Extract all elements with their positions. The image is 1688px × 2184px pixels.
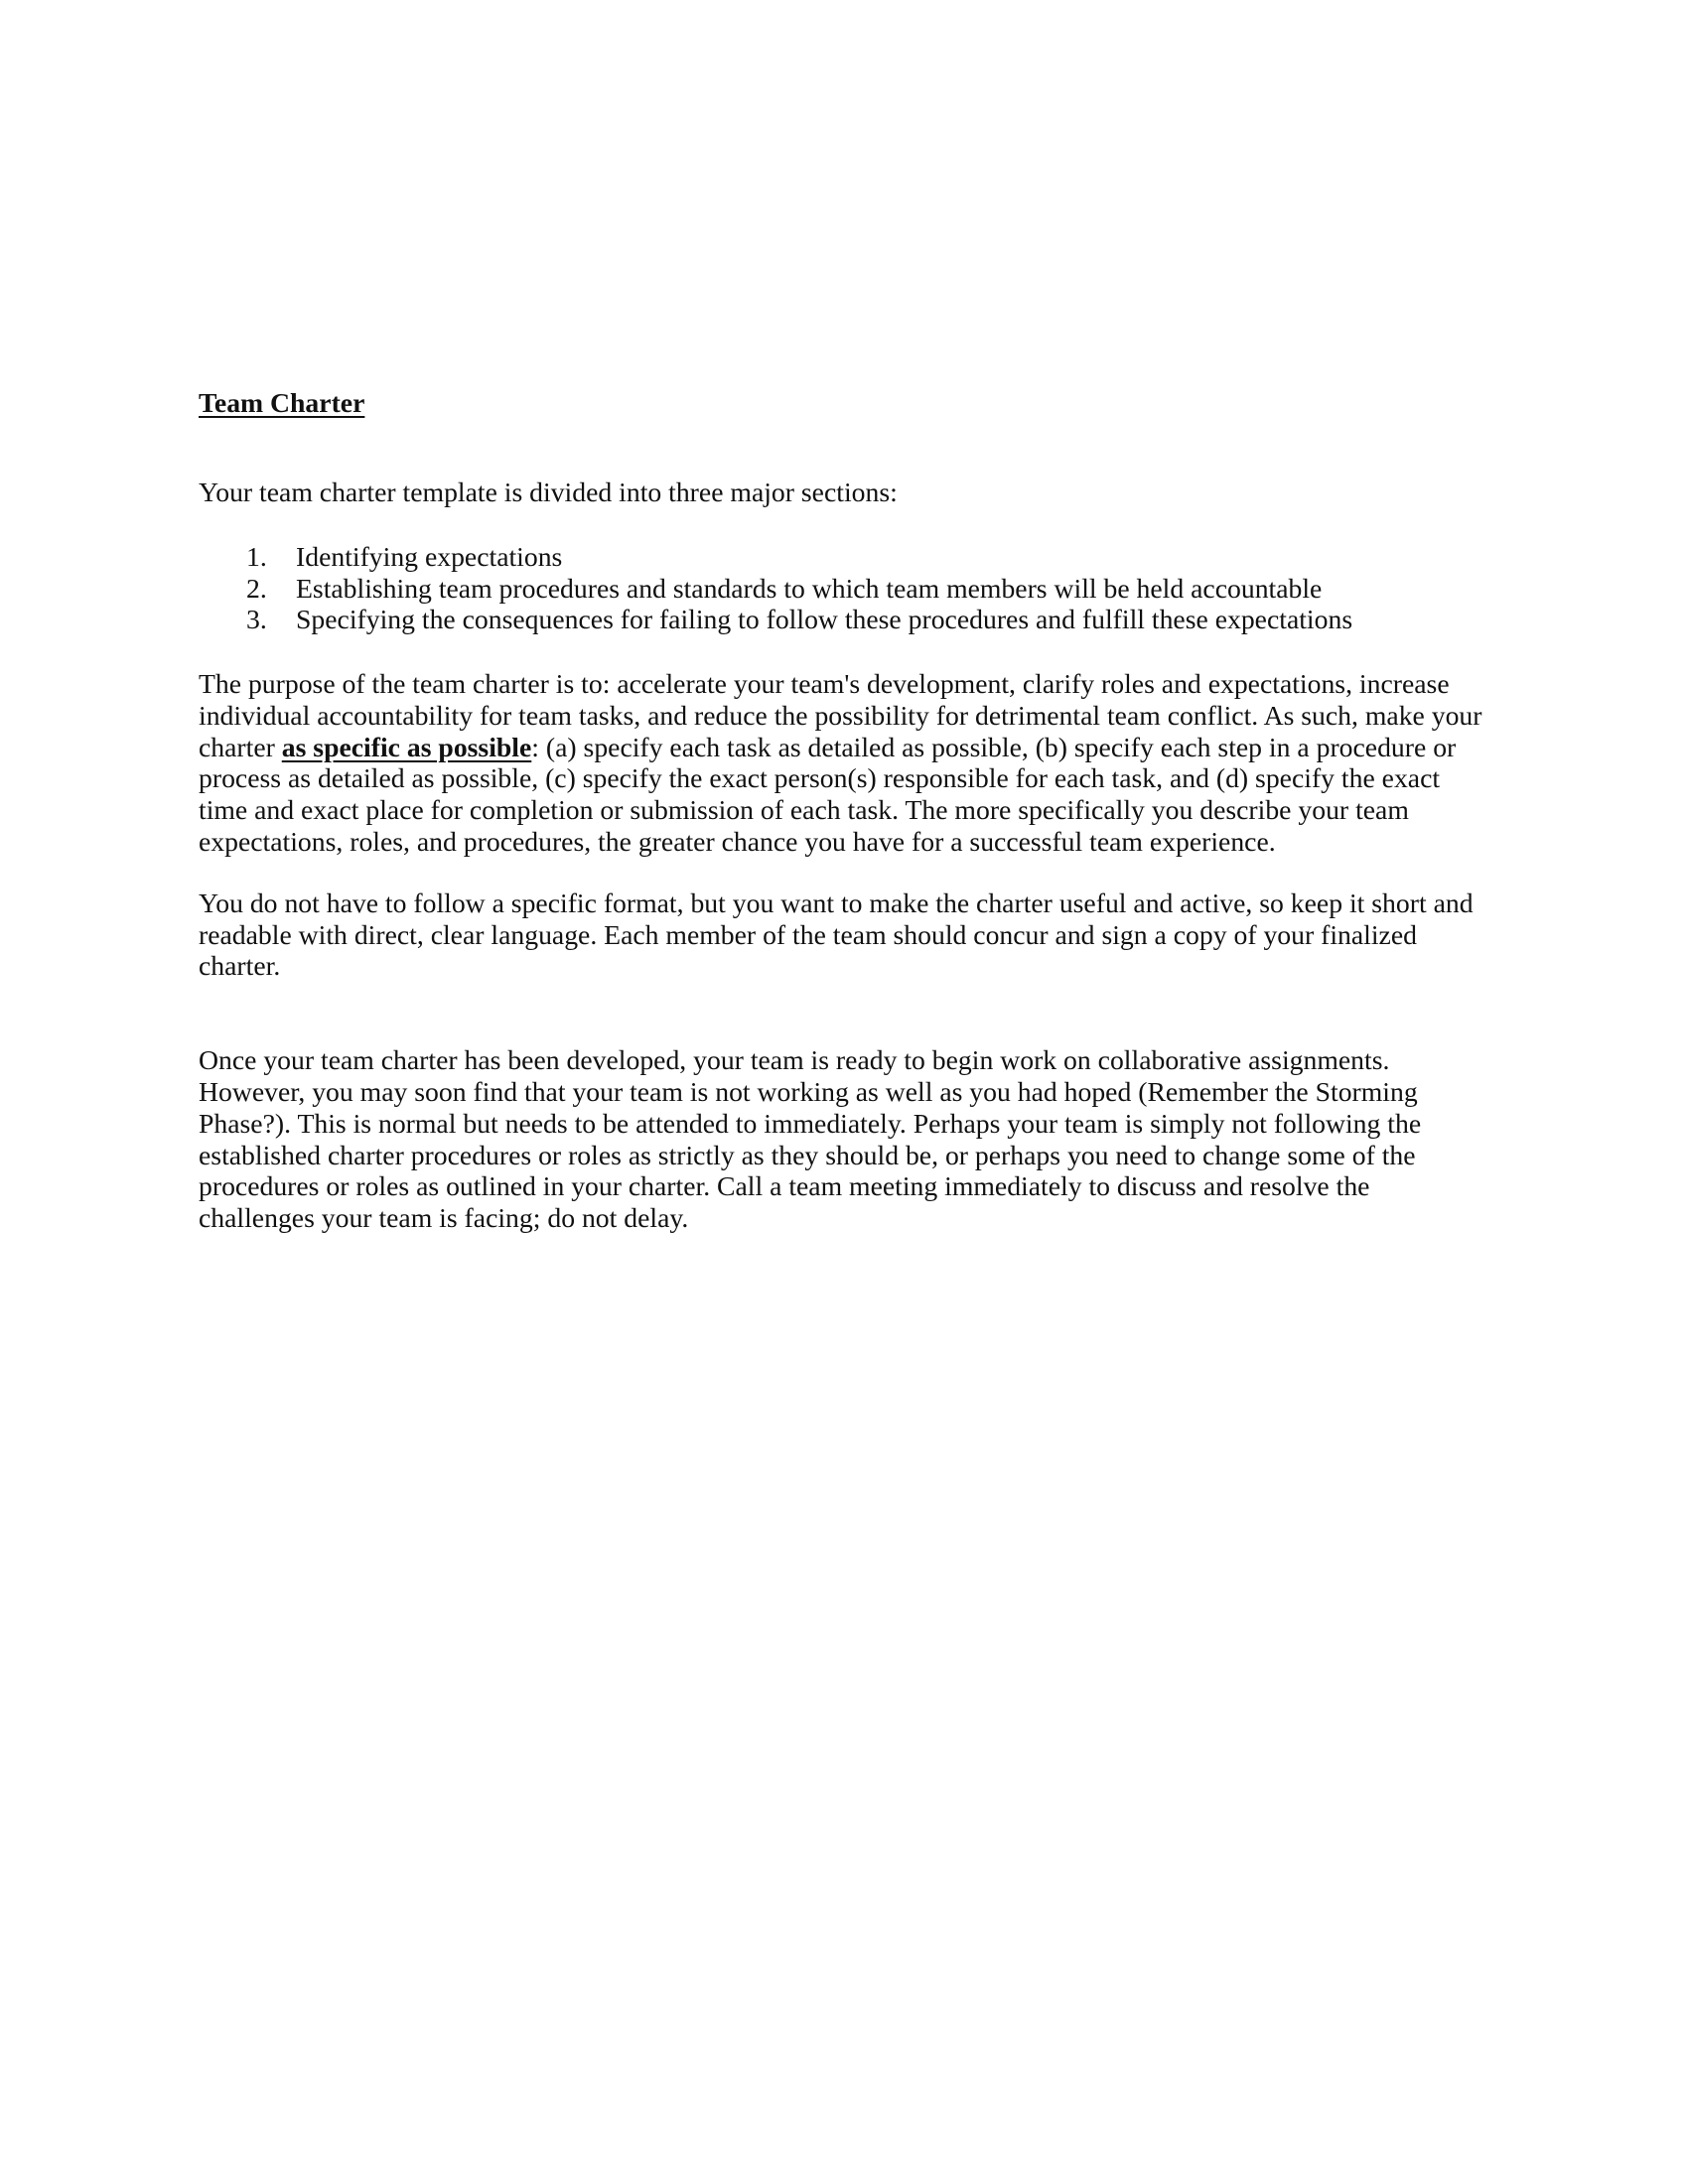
paragraph-line: process as detailed as possible, (c) specify the exact person(s) responsible for each task, and (d) specify the exact [199, 762, 1441, 793]
list-number: 1. [246, 541, 267, 572]
paragraph-line: individual accountability for team tasks, and reduce the possibility for detrimental team conflict. As such, make your [199, 700, 1482, 731]
paragraph-line: charter. [199, 950, 281, 981]
line-prefix: charter [199, 732, 282, 762]
paragraph-line [199, 732, 1456, 763]
list-text: Establishing team procedures and standards to which team members will be held accountable [296, 573, 1323, 604]
paragraph-line: readable with direct, clear language. Each member of the team should concur and sign a copy of your finalized [199, 919, 1417, 950]
document-title: Team Charter [199, 387, 365, 418]
paragraph-line: expectations, roles, and procedures, the greater chance you have for a successful team experience. [199, 826, 1276, 857]
line-suffix: : (a) specify each task as detailed as possible, (b) specify each step in a procedure or [531, 732, 1457, 762]
emphasis-text: as specific as possible [281, 732, 532, 762]
paragraph-line: The purpose of the team charter is to: accelerate your team's development, clarify roles and expectations, increase [199, 668, 1450, 699]
list-number: 2. [246, 573, 267, 604]
paragraph-line: Once your team charter has been developed, your team is ready to begin work on collaborative assignments. [199, 1044, 1390, 1075]
paragraph-line: Phase?). This is normal but needs to be attended to immediately. Perhaps your team is simply not following the [199, 1108, 1422, 1139]
paragraph-line: You do not have to follow a specific format, but you want to make the charter useful and active, so keep it short and [199, 887, 1474, 918]
paragraph-line: procedures or roles as outlined in your charter. Call a team meeting immediately to discuss and resolve the [199, 1170, 1370, 1201]
paragraph-line: However, you may soon find that your team is not working as well as you had hoped (Remember the Storming [199, 1076, 1418, 1107]
paragraph-line: challenges your team is facing; do not delay. [199, 1202, 689, 1233]
list-text: Specifying the consequences for failing to follow these procedures and fulfill these expectations [296, 604, 1353, 634]
paragraph-line: time and exact place for completion or submission of each task. The more specifically you describe your team [199, 794, 1409, 825]
list-text: Identifying expectations [296, 541, 563, 572]
list-number: 3. [246, 604, 267, 634]
paragraph-line: established charter procedures or roles as strictly as they should be, or perhaps you need to change some of the [199, 1140, 1416, 1170]
intro-text: Your team charter template is divided into three major sections: [199, 477, 898, 507]
